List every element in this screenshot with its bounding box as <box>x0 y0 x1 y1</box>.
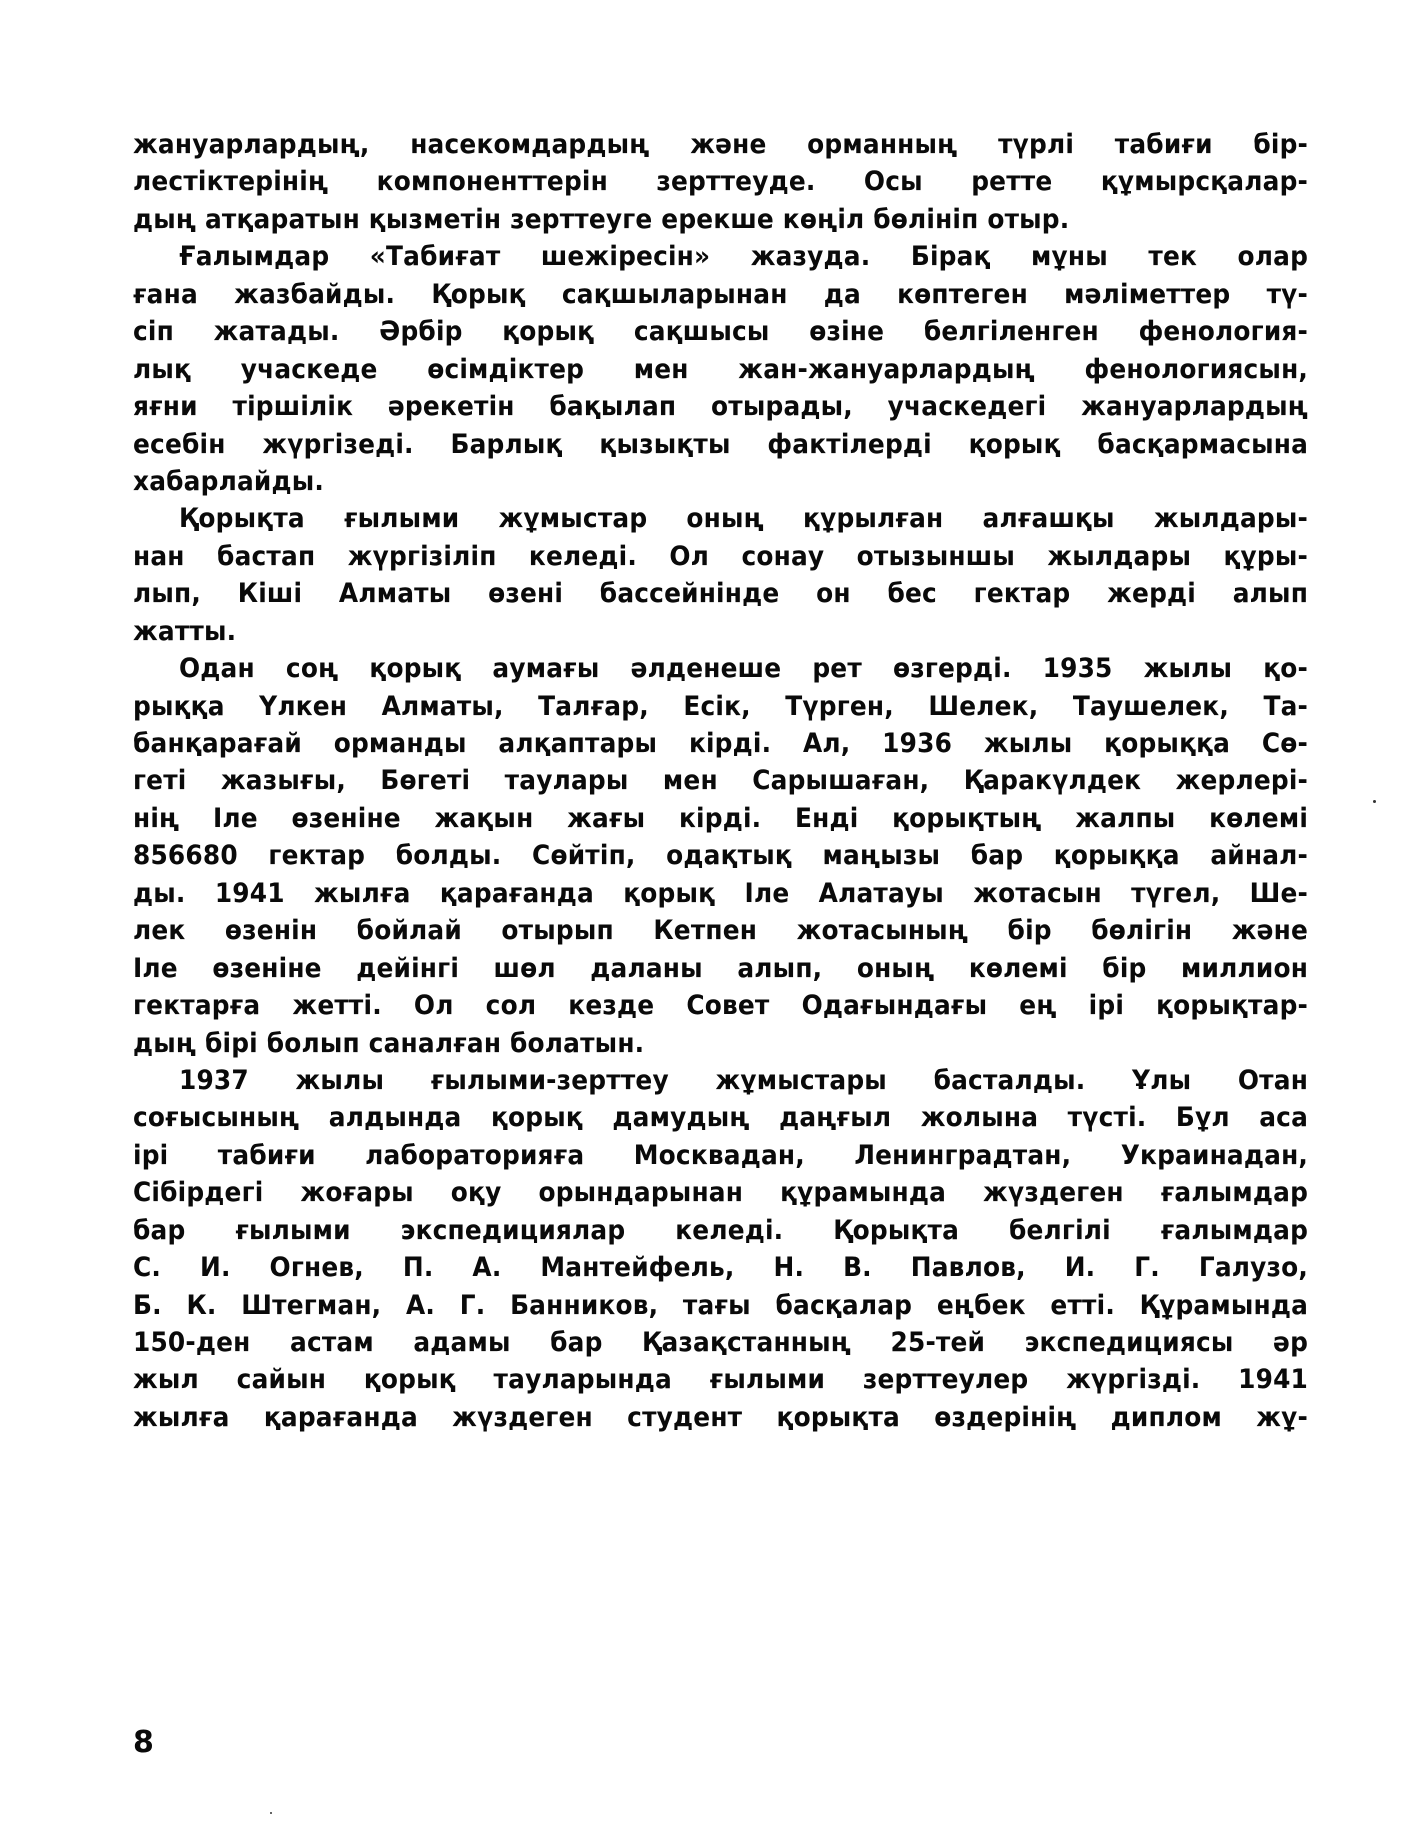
page-number: 8 <box>133 1725 154 1760</box>
text-line: дың атқаратын қызметін зерттеуге ерекше көңіл бөлініп отыр. <box>133 203 1070 235</box>
text-line: ды. 1941 жылға қарағанда қорық Іле Алатауы жотасын түгел, Ше- <box>133 877 1309 909</box>
paragraph <box>133 238 1308 500</box>
text-line: жануарлардың, насекомдардың және орманның түрлі табиғи бір- <box>133 129 1309 160</box>
text-line: ғана жазбайды. Қорық сақшыларынан да көптеген мәліметтер тү- <box>133 278 1309 310</box>
text-line: хабарлайды. <box>133 465 325 497</box>
text-line: жатты. <box>133 615 237 647</box>
text-line: Іле өзеніне дейінгі шөл даланы алып, оның көлемі бір миллион <box>133 952 1309 984</box>
text-line: бар ғылыми экспедициялар келеді. Қорықта белгілі ғалымдар <box>133 1214 1309 1246</box>
body-text <box>133 126 1308 1436</box>
text-line: лып, Кіші Алматы өзені бассейнінде он бес гектар жерді алып <box>133 578 1309 610</box>
text-line: ірі табиғи лабораторияға Москвадан, Ленинградтан, Украинадан, <box>133 1139 1309 1171</box>
text-line: жыл сайын қорық тауларында ғылыми зерттеулер жүргізді. 1941 <box>133 1364 1309 1396</box>
scan-speck <box>1373 800 1376 803</box>
text-line: есебін жүргізеді. Барлық қызықты фактілерді қорық басқармасына <box>133 428 1309 460</box>
text-line: Б. К. Штегман, А. Г. Банников, тағы басқалар еңбек етті. Құрамында <box>133 1289 1309 1321</box>
text-line: Ғалымдар «Табиғат шежіресін» жазуда. Бірақ мұны тек олар <box>179 241 1309 273</box>
text-line: лек өзенін бойлай отырып Кетпен жотасының бір бөлігін және <box>133 915 1309 947</box>
text-line: сіп жатады. Әрбір қорық сақшысы өзіне белгіленген фенология- <box>133 316 1309 348</box>
text-line: 856680 гектар болды. Сөйтіп, одақтық маңызы бар қорыққа айнал- <box>133 840 1309 872</box>
text-line: лық учаскеде өсімдіктер мен жан-жануарлардың фенологиясын, <box>133 353 1309 385</box>
text-line: жылға қарағанда жүздеген студент қорықта өздерінің диплом жұ- <box>133 1401 1309 1433</box>
text-line: нің Іле өзеніне жақын жағы кірді. Енді қорықтың жалпы көлемі <box>133 802 1309 834</box>
text-line: геті жазығы, Бөгеті таулары мен Сарышаған, Қаракүлдек жерлері- <box>133 765 1309 797</box>
text-line: Қорықта ғылыми жұмыстар оның құрылған алғашқы жылдары- <box>179 503 1309 535</box>
text-line: Одан соң қорық аумағы әлденеше рет өзгерді. 1935 жылы қо- <box>179 653 1309 685</box>
paragraph <box>133 500 1308 650</box>
text-line: 150-ден астам адамы бар Қазақстанның 25-тей экспедициясы әр <box>133 1327 1309 1358</box>
text-line: лестіктерінің компоненттерін зерттеуде. Осы ретте құмырсқалар- <box>133 166 1309 198</box>
text-line: дың бірі болып саналған болатын. <box>133 1027 645 1059</box>
scan-speck <box>270 1812 272 1814</box>
text-line: банқарағай орманды алқаптары кірді. Ал, 1936 жылы қорыққа Сө- <box>133 728 1309 759</box>
paragraph <box>133 650 1308 1062</box>
paragraph <box>133 1062 1308 1436</box>
text-line: нан бастап жүргізіліп келеді. Ол сонау отызыншы жылдары құры- <box>133 540 1309 572</box>
text-line: яғни тіршілік әрекетін бақылап отырады, учаскедегі жануарлардың <box>133 391 1309 423</box>
text-line: рыққа Үлкен Алматы, Талғар, Есік, Түрген, Шелек, Таушелек, Та- <box>133 690 1309 722</box>
text-line: С. И. Огнев, П. А. Мантейфель, Н. В. Павлов, И. Г. Галузо, <box>133 1252 1309 1284</box>
text-line: 1937 жылы ғылыми-зерттеу жұмыстары басталды. Ұлы Отан <box>179 1064 1309 1096</box>
paragraph <box>133 126 1308 238</box>
text-line: соғысының алдында қорық дамудың даңғыл жолына түсті. Бұл аса <box>133 1102 1309 1134</box>
text-line: Сібірдегі жоғары оқу орындарынан құрамында жүздеген ғалымдар <box>133 1177 1309 1209</box>
text-line: гектарға жетті. Ол сол кезде Совет Одағындағы ең ірі қорықтар- <box>133 990 1309 1022</box>
